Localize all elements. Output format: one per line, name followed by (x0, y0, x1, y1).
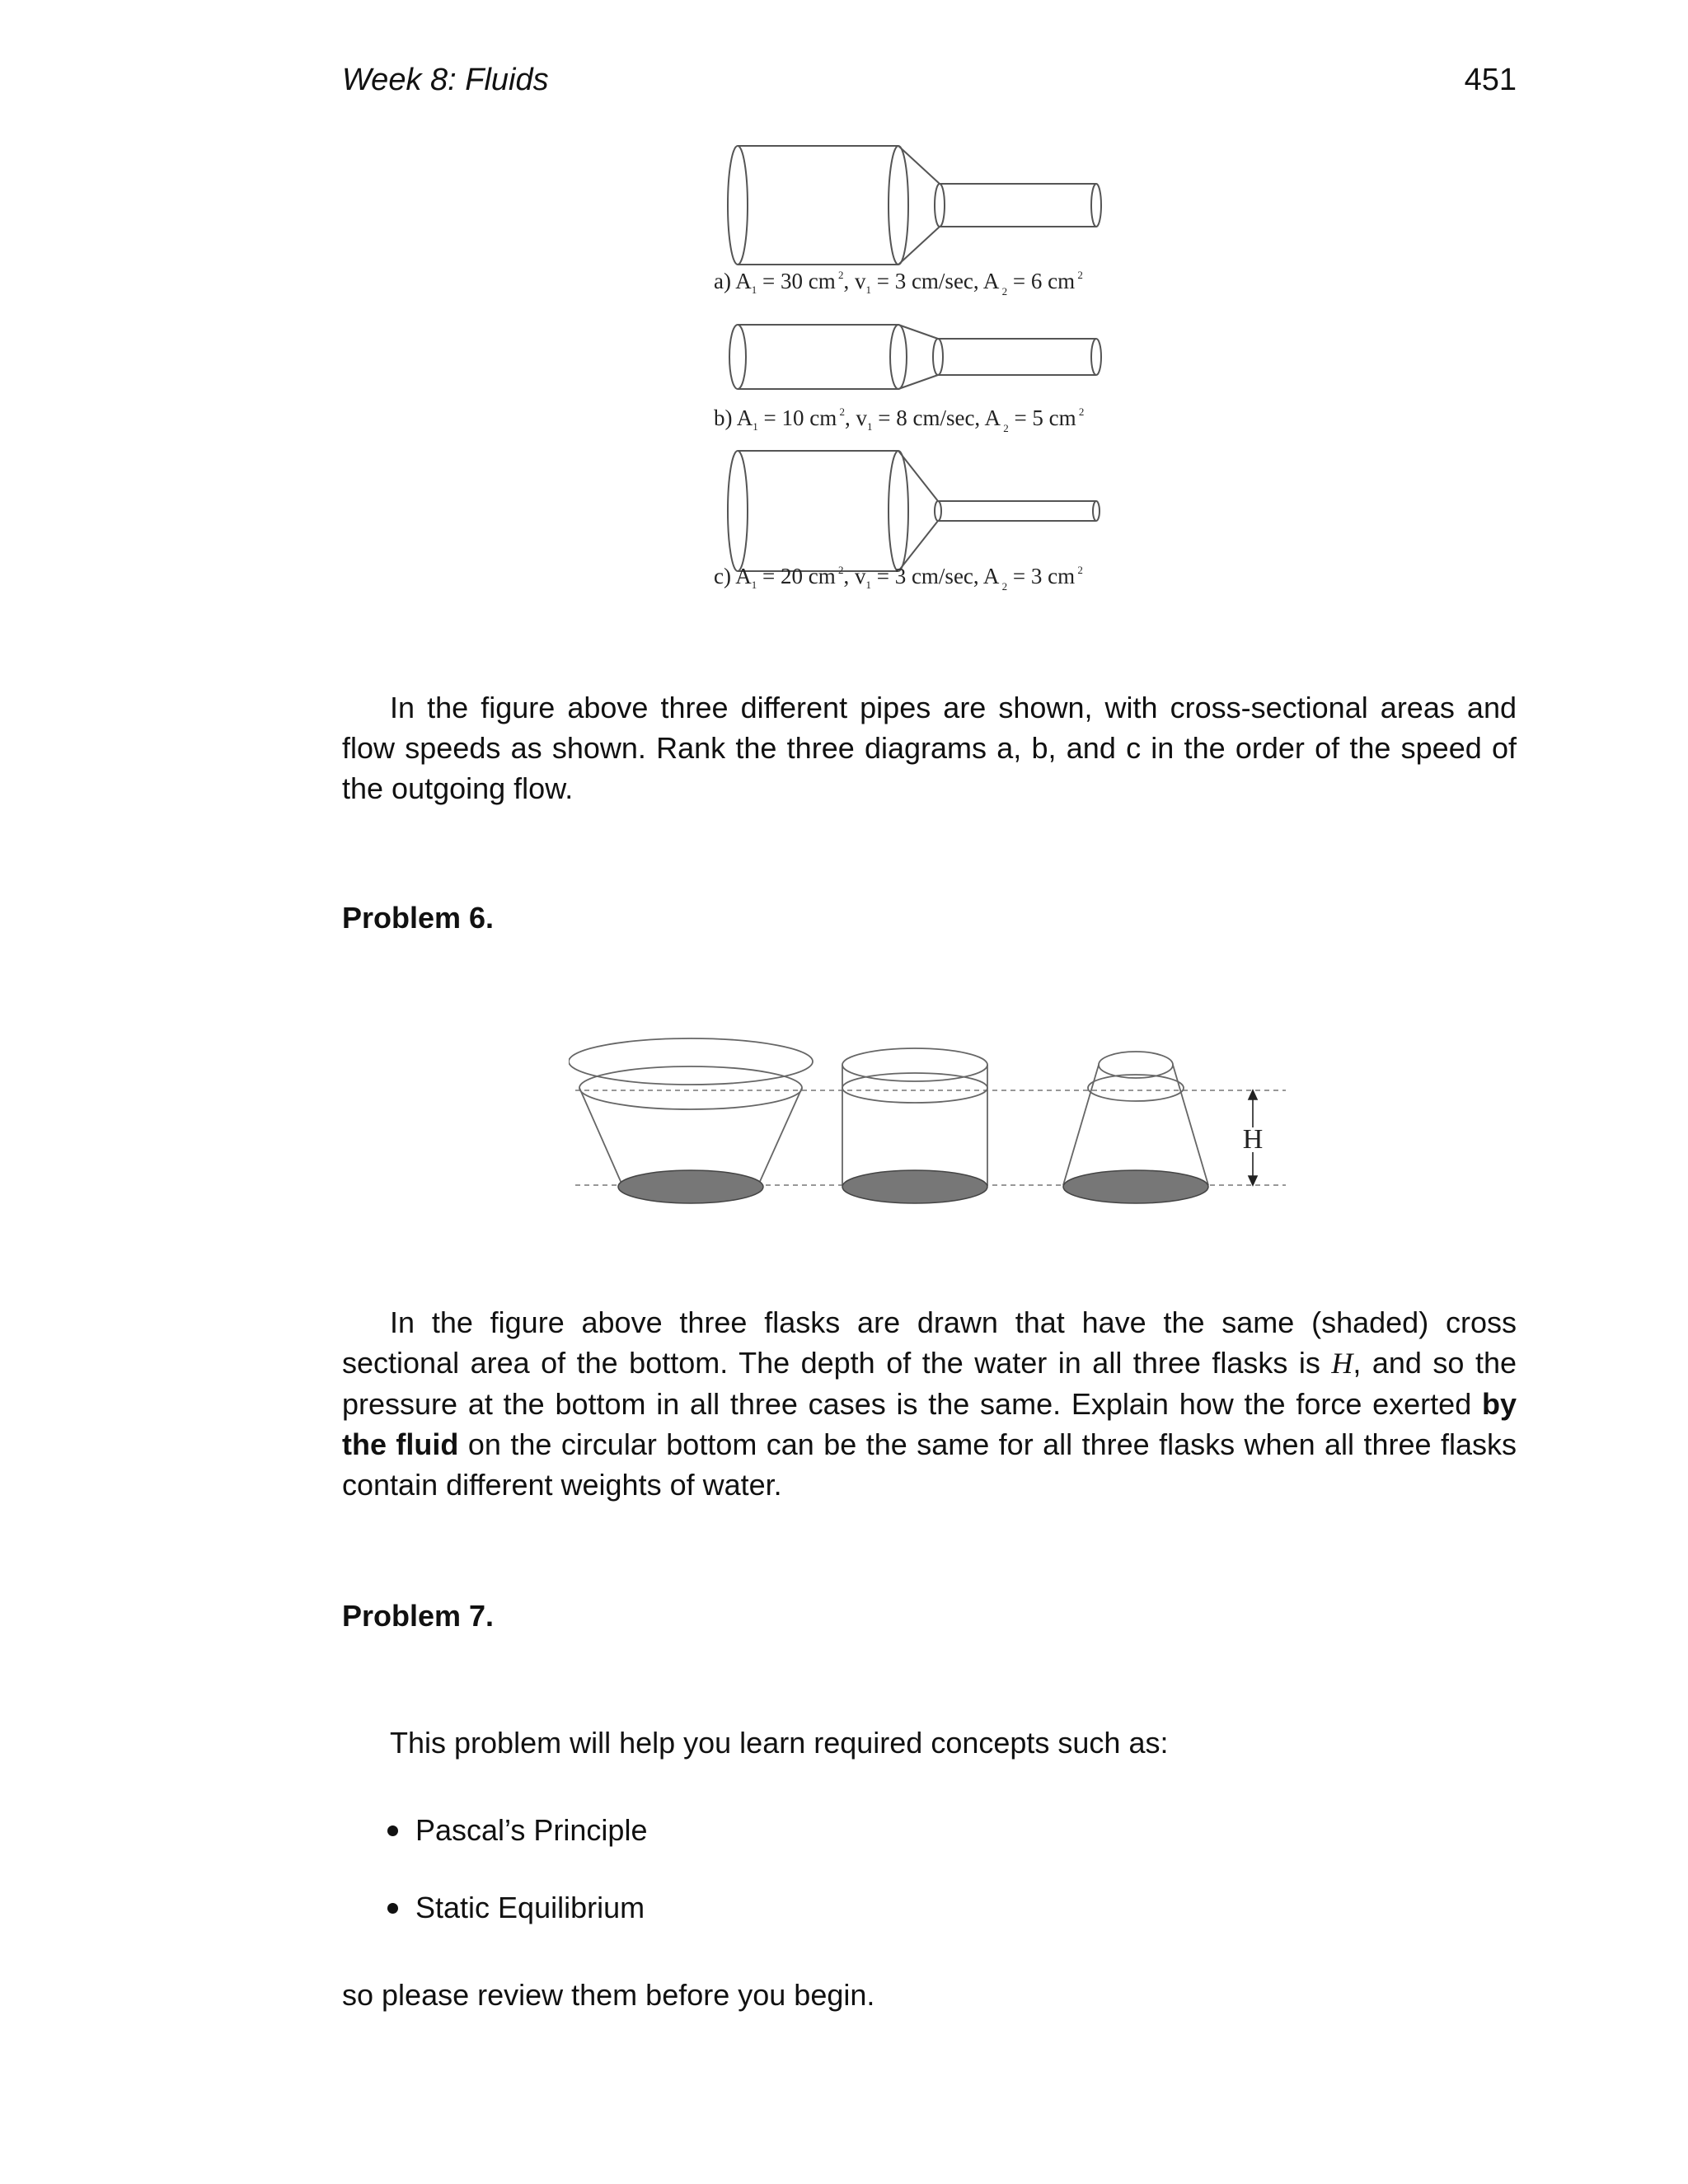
problem-6-heading: Problem 6. (342, 901, 495, 935)
problem-7-outro: so please review them before you begin. (342, 1978, 875, 2012)
flask-wide-top (569, 1038, 813, 1185)
flasks-text-2: , and so the pressure at the bottom in all three cases is the same. Explain how the force exerted (342, 1346, 1517, 1421)
flask-2-bottom (842, 1170, 987, 1203)
flasks-question-paragraph (342, 1302, 1517, 1505)
pipe-caption-c: c) $A_1 = 20$ cm $^2$, $v_1 = 3$ cm/sec, A $_2$ = 3 cm $^2$ (714, 564, 1083, 593)
pipe-caption-b: b) $A_1 = 10$ cm $^2$, $v_1 = 8$ cm/sec, A $_2$ = 5 cm $^2$ (714, 405, 1085, 434)
flask-narrow-top (1063, 1052, 1208, 1185)
concept-item: Static Equilibrium (387, 1887, 647, 1965)
page-number: 451 (1464, 63, 1517, 97)
problem-7-heading: Problem 7. (342, 1599, 495, 1633)
pipe-caption-a: a) $A_1 = 30$ cm $^2$, $v_1 = 3$ cm/sec, A $_2$ = 6 cm $^2$ (714, 269, 1083, 298)
pipe-captions (709, 264, 1170, 610)
height-label: H (1242, 1124, 1264, 1155)
flask-cylinder (842, 1048, 987, 1185)
math-h: H (1331, 1347, 1353, 1380)
flasks-figure (569, 1030, 1294, 1220)
pipes-question-paragraph: In the figure above three different pipes are shown, with cross-sectional areas and flow speeds as shown. Rank the three diagrams a, b, and c in the order of the speed of the outgoing flow. (342, 691, 1517, 805)
flask-3-bottom (1063, 1170, 1208, 1203)
flasks-bold-text: by the fluid (342, 1387, 1517, 1461)
concept-list (387, 1810, 647, 1965)
pipe-a-drawing (728, 146, 1101, 265)
flasks-text-1: In the figure above three flasks are drawn that have the same (shaded) cross sectional area of the bottom. The depth of the water in all three flasks is (342, 1305, 1517, 1380)
running-header-title: Week 8: Fluids (342, 63, 549, 97)
problem-7-intro: This problem will help you learn required concepts such as: (390, 1726, 1169, 1760)
concept-item: Pascal’s Principle (387, 1810, 647, 1887)
flask-1-bottom (618, 1170, 763, 1203)
flasks-text-3: on the circular bottom can be the same for all three flasks when all three flasks contain different weights of water. (342, 1427, 1517, 1502)
